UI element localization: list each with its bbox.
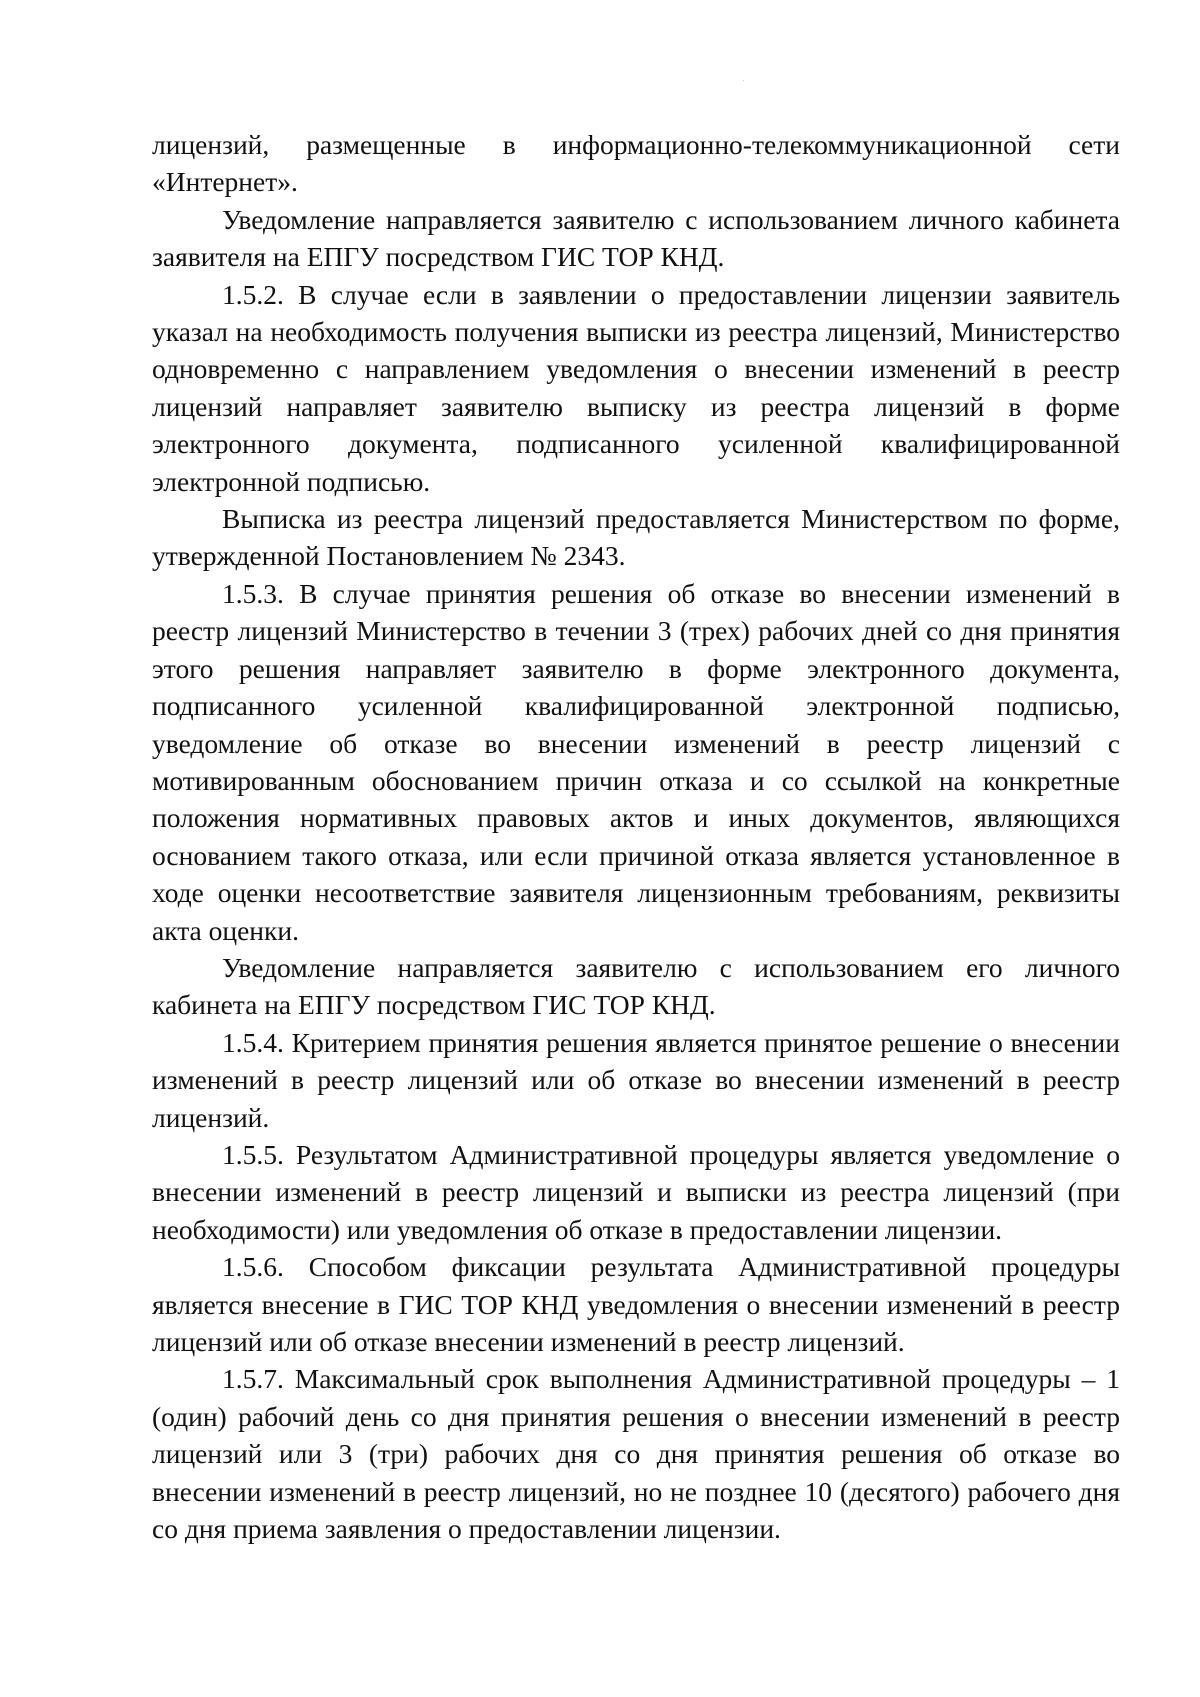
paragraph-1-5-6: 1.5.6. Способом фиксации результата Административной процедуры является внесение в ГИС ТОР КНД уведомления о внесении изменений в реестр лицензий или об отказе внесении изменений в реестр лицензий. <box>152 1251 1120 1357</box>
document-body <box>152 126 1120 1547</box>
paragraph-licenses-internet: лицензий, размещенные в информационно-телекоммуникационной сети «Интернет». <box>152 129 1120 198</box>
paragraph-1-5-5: 1.5.5. Результатом Административной процедуры является уведомление о внесении изменений в реестр лицензий и выписки из реестра лицензий (при необходимости) или уведомления об отказе в предоставлении лицензии. <box>152 1138 1120 1245</box>
scan-speck <box>743 80 744 81</box>
paragraph-registry-extract: Выписка из реестра лицензий предоставляется Министерством по форме, утвержденной Постановлением № 2343. <box>152 503 1120 572</box>
paragraph-notification-cabinet: Уведомление направляется заявителю с использованием личного кабинета заявителя на ЕПГУ посредством ГИС ТОР КНД. <box>152 203 1120 273</box>
paragraph-notification-personal-cabinet: Уведомление направляется заявителю с использованием его личного кабинета на ЕПГУ посредством ГИС ТОР КНД. <box>152 951 1120 1021</box>
paragraph-1-5-3: 1.5.3. В случае принятия решения об отказе во внесении изменений в реестр лицензий Министерство в течении 3 (трех) рабочих дней со дня принятия этого решения направляет заявителю в форме электронного документа, подписанного усиленной квалифицированной электронной подписью, уведомление об отказе во внесении изменений в реестр лицензий с мотивированным обоснованием причин отказа и со ссылкой на конкретные положения нормативных правовых актов и иных документов, являющихся основанием такого отказа, или если причиной отказа является установленное в ходе оценки несоответствие заявителя лицензионным требованиям, реквизиты акта оценки. <box>152 577 1120 946</box>
paragraph-1-5-4: 1.5.4. Критерием принятия решения является принятое решение о внесении изменений в реестр лицензий или об отказе во внесении изменений в реестр лицензий. <box>152 1026 1120 1133</box>
paragraph-1-5-2: 1.5.2. В случае если в заявлении о предоставлении лицензии заявитель указал на необходимость получения выписки из реестра лицензий, Министерство одновременно с направлением уведомления о внесении изменений в реестр лицензий направляет заявителю выписку из реестра лицензий в форме электронного документа, подписанного усиленной квалифицированной электронной подписью. <box>152 278 1120 497</box>
paragraph-1-5-7: 1.5.7. Максимальный срок выполнения Административной процедуры – 1 (один) рабочий день со дня принятия решения о внесении изменений в реестр лицензий или 3 (три) рабочих дня со дня принятия решения об отказе во внесении изменений в реестр лицензий, но не позднее 10 (десятого) рабочего дня со дня приема заявления о предоставлении лицензии. <box>152 1363 1120 1545</box>
